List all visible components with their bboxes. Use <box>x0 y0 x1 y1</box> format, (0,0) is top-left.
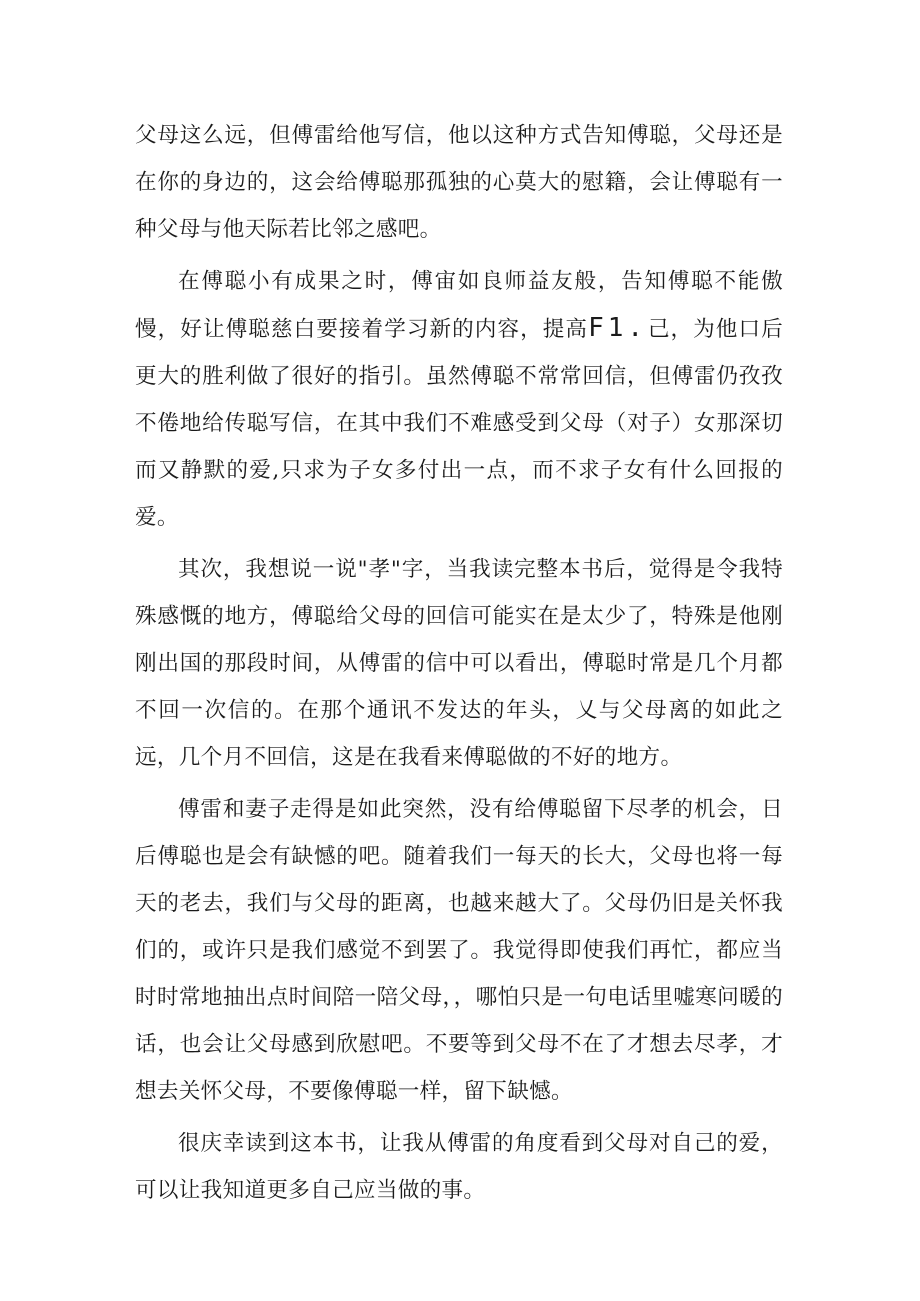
paragraph-fu-cong-achievements <box>135 258 783 541</box>
paragraph-text-before: 在傅聪小有成果之时，傅宙如良师益友般，告知傅聪不能傲慢，好让傅聪慈白要接着学习新的内容，提高 <box>135 269 783 342</box>
document-page <box>135 112 783 1214</box>
paragraph-continuation: 父母这么远，但傅雷给他写信，他以这种方式告知傅聪，父母还是在你的身边的，这会给傅聪那孤独的心莫大的慰籍，会让傅聪有一种父母与他天际若比邻之感吧。 <box>135 123 783 242</box>
paragraph-regret: 傅雷和妻子走得是如此突然，没有给傅聪留下尽孝的机会，日后傅聪也是会有缺憾的吧。随着我们一每天的长大，父母也将一每天的老去，我们与父母的距离，也越来越大了。父母仍旧是关怀我们的，或许只是我们感觉不到罢了。我觉得即使我们再忙，都应当时时常地抽出点时间陪一陪父母，，哪怕只是一句电话里嘘寒问暖的话，也会让父母感到欣慰吧。不要等到父母不在了才想去尽孝，才想去关怀父母，不要像傅聪一样，留下缺憾。 <box>135 797 783 1104</box>
paragraph-filial-piety: 其次，我想说一说"孝"字，当我读完整本书后，觉得是令我特殊感慨的地方，傅聪给父母的回信可能实在是太少了，特殊是他刚刚出国的那段时间，从傅雷的信中可以看出，傅聪时常是几个月都不回一次信的。在那个通讯不发达的年头，乂与父母离的如此之远，几个月不回信，这是在我看来傅聪做的不好的地方。 <box>135 557 783 770</box>
paragraph-latin-fragment: F1. <box>588 313 648 343</box>
paragraph-text-after: 己，为他口后更大的胜利做了很好的指引。虽然傅聪不常常回信，但傅雷仍孜孜不倦地给传聪写信，在其中我们不难感受到父母（对子）女那深切而又静默的爱,只求为子女多付出一点，而不求子女有什么回报的爱。 <box>135 317 783 530</box>
paragraph-conclusion: 很庆幸读到这本书，让我从傅雷的角度看到父母对自己的爱，可以让我知道更多自己应当做的事。 <box>135 1131 783 1203</box>
